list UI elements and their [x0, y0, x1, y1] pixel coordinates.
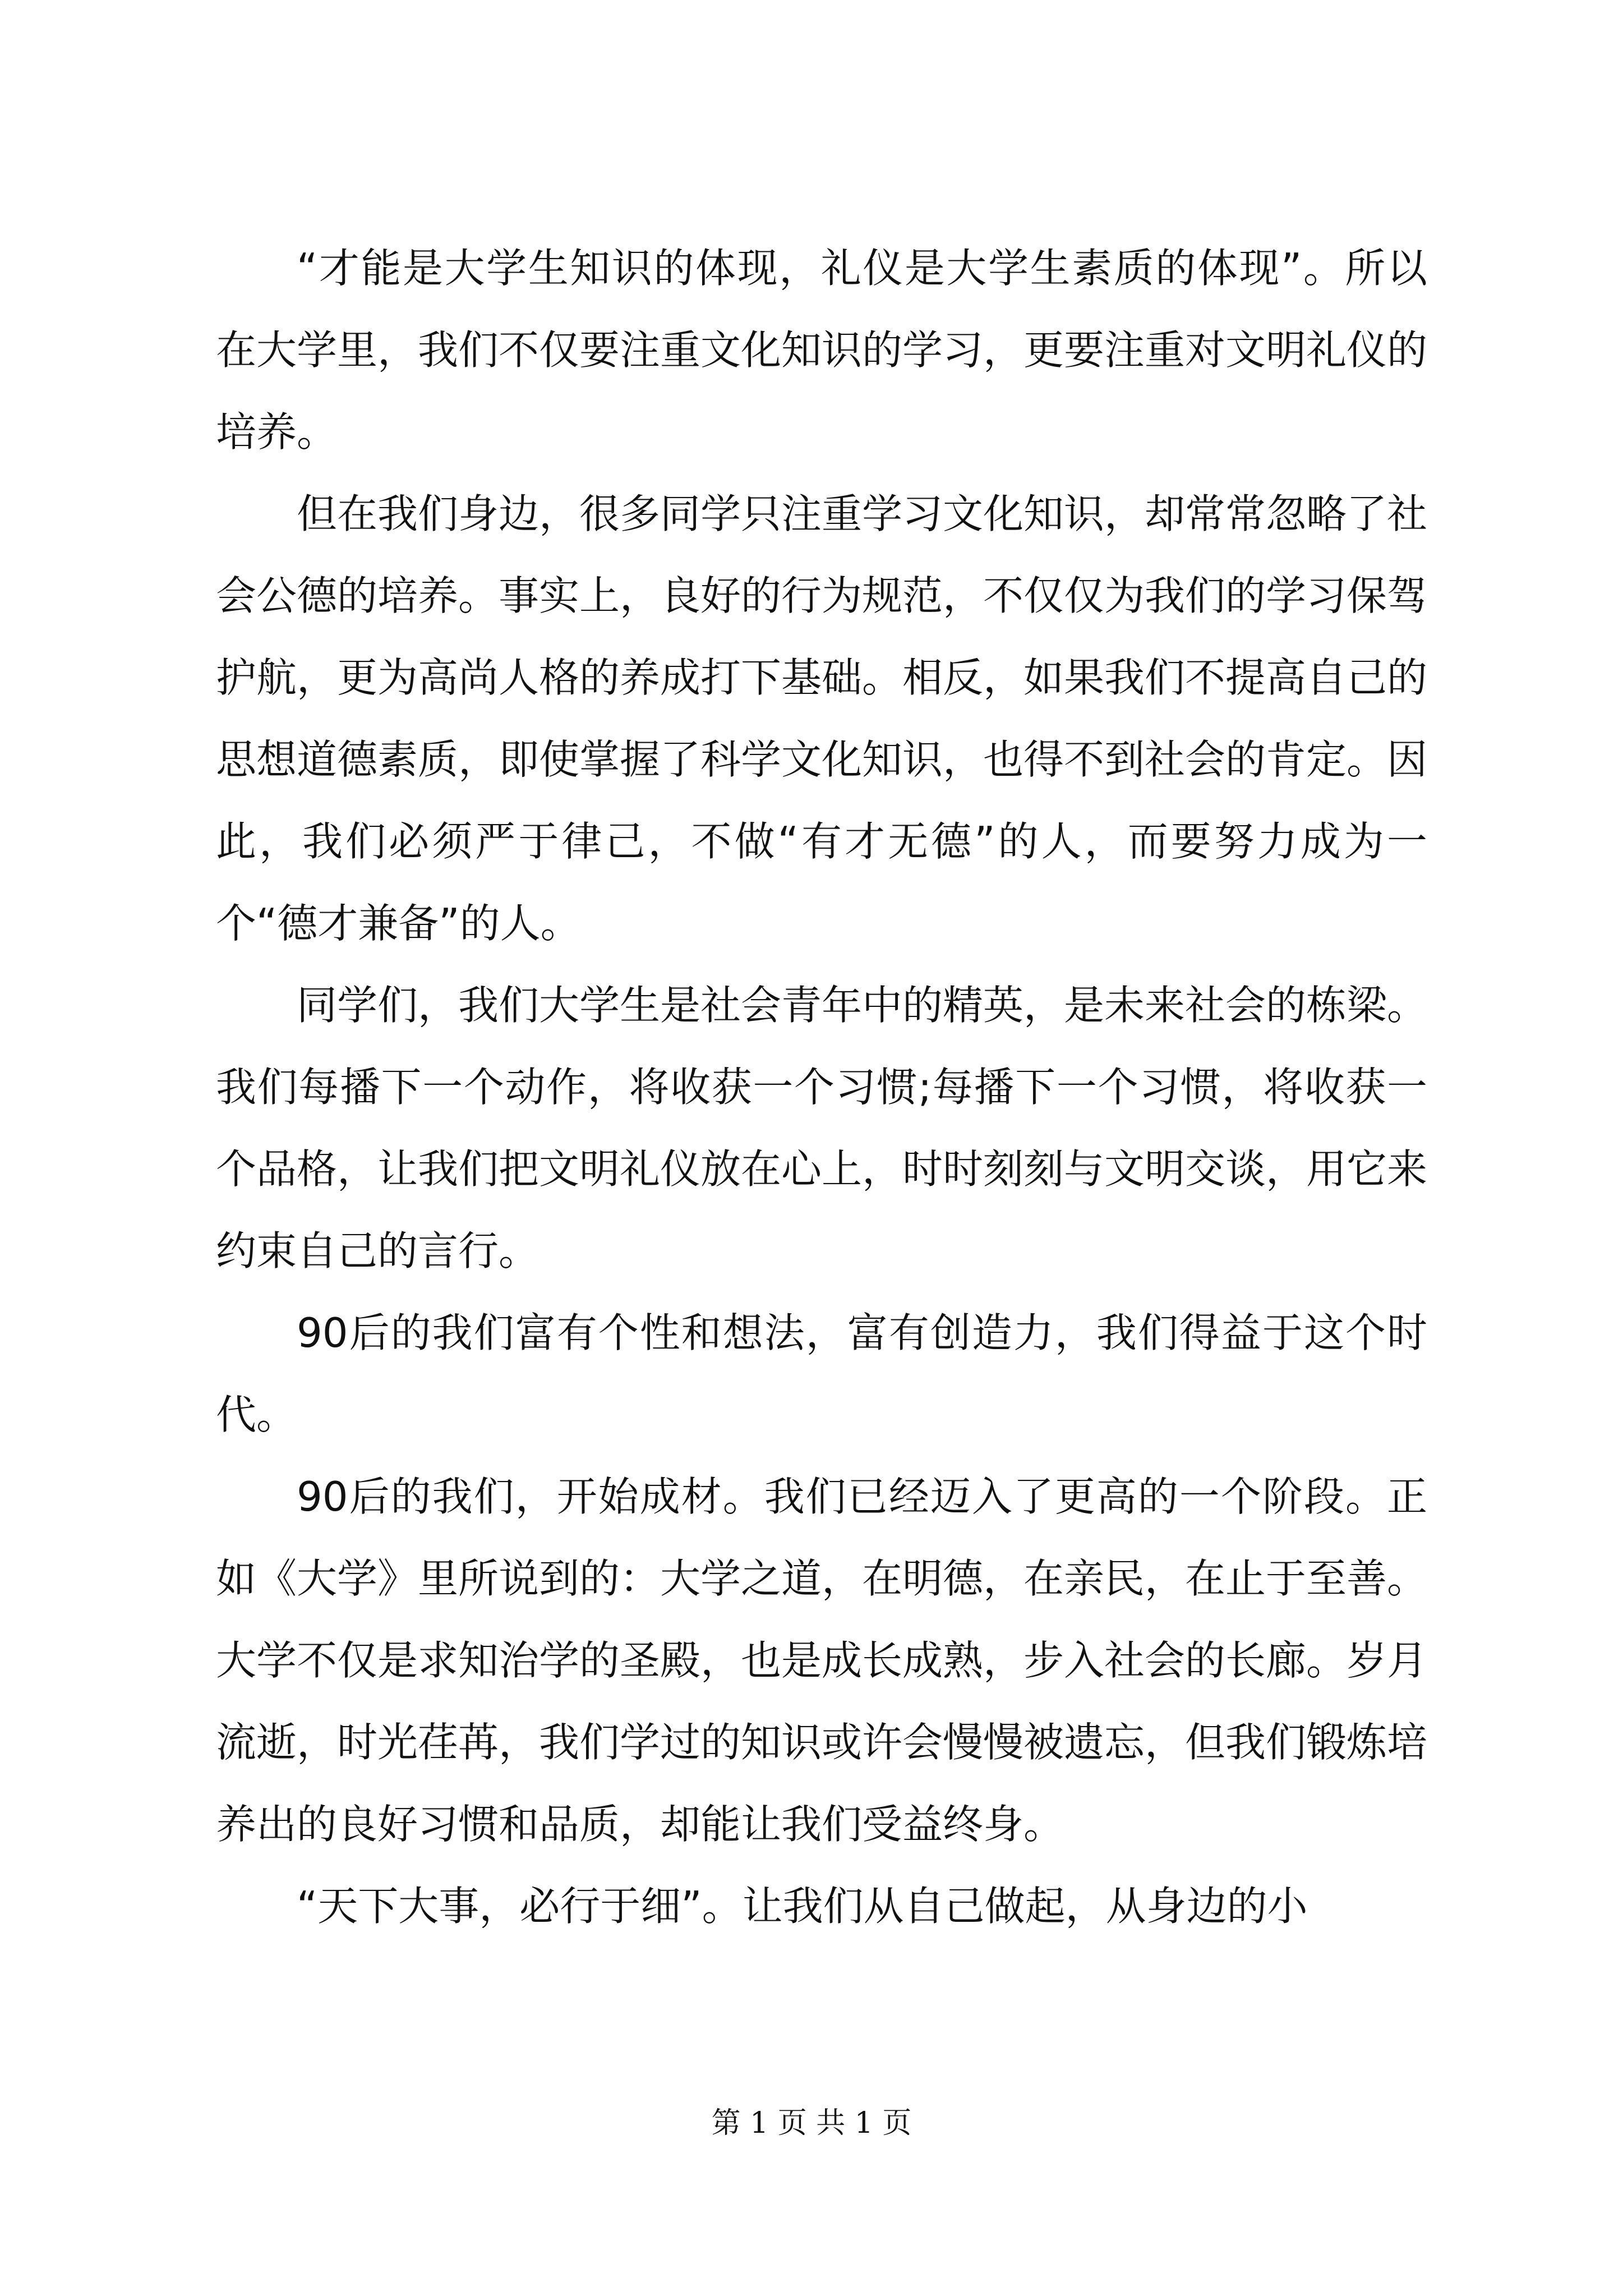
document-body — [216, 227, 1427, 1947]
paragraph-2: 但在我们身边，很多同学只注重学习文化知识，却常常忽略了社会公德的培养。事实上，良好的行为规范，不仅仅为我们的学习保驾护航，更为高尚人格的养成打下基础。相反，如果我们不提高自己的思想道德素质，即使掌握了科学文化知识，也得不到社会的肯定。因此，我们必须严于律己，不做“有才无德”的人，而要努力成为一个“德才兼备”的人。 — [216, 490, 1428, 947]
page-footer: 第 1 页 共 1 页 — [711, 2106, 912, 2140]
paragraph-3: 同学们，我们大学生是社会青年中的精英，是未来社会的栋梁。我们每播下一个动作，将收获一个习惯;每播下一个习惯，将收获一个品格，让我们把文明礼仪放在心上，时时刻刻与文明交谈，用它来约束自己的言行。 — [216, 982, 1428, 1274]
paragraph-5: 90后的我们，开始成材。我们已经迈入了更高的一个阶段。正如《大学》里所说到的：大学之道，在明德，在亲民，在止于至善。大学不仅是求知治学的圣殿，也是成长成熟，步入社会的长廊。岁月流逝，时光荏苒，我们学过的知识或许会慢慢被遗忘，但我们锻炼培养出的良好习惯和品质，却能让我们受益终身。 — [216, 1473, 1428, 1848]
paragraph-4: 90后的我们富有个性和想法，富有创造力，我们得益于这个时代。 — [216, 1309, 1427, 1438]
paragraph-6: “天下大事，必行于细”。让我们从自己做起，从身边的小 — [297, 1883, 1308, 1930]
paragraph-1: “才能是大学生知识的体现，礼仪是大学生素质的体现”。所以在大学里，我们不仅要注重文化知识的学习，更要注重对文明礼仪的培养。 — [216, 245, 1428, 455]
